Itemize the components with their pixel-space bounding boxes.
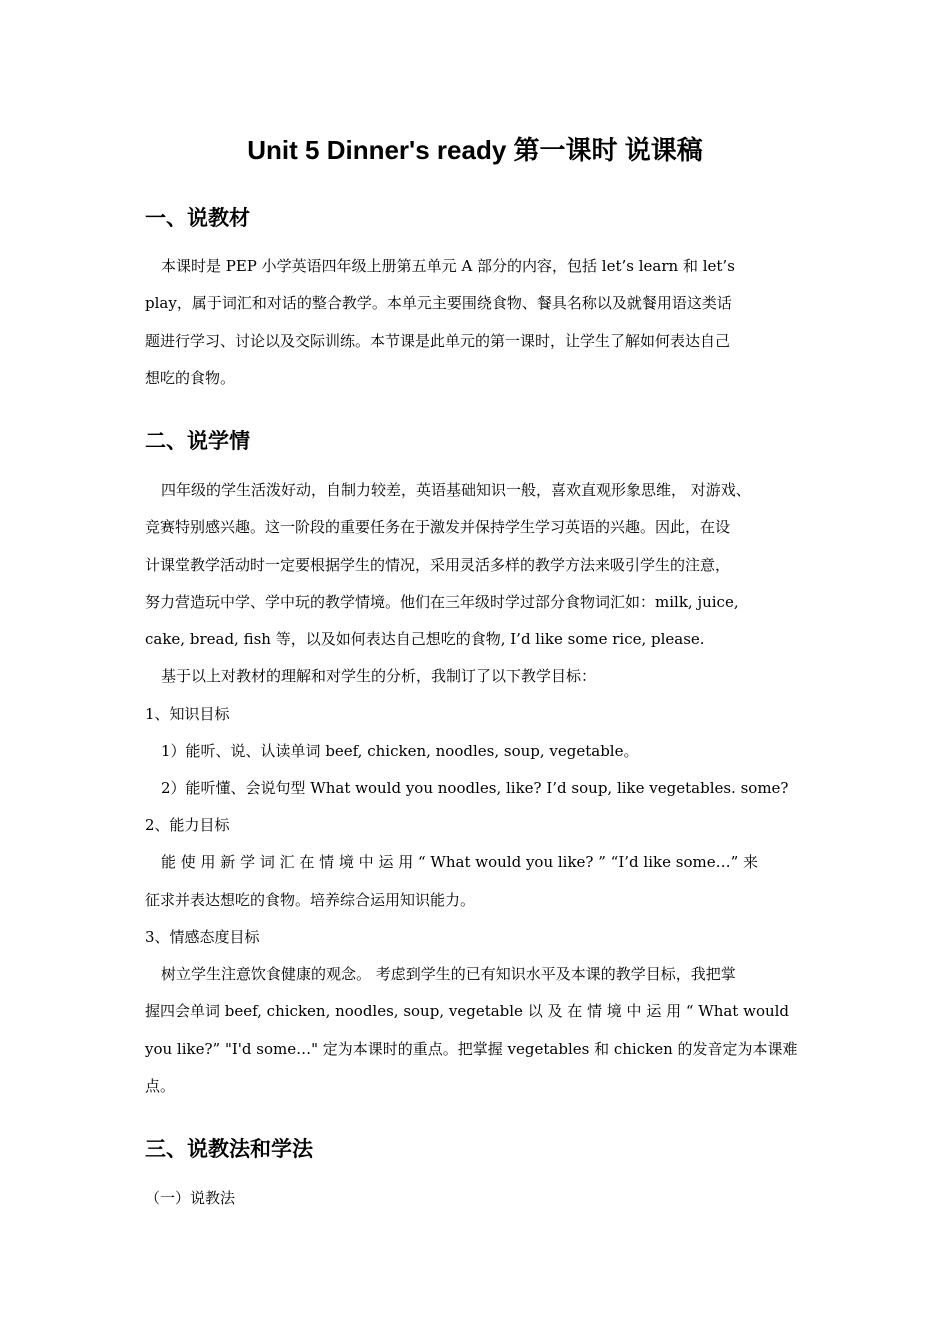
paragraph-line: 努力营造玩中学、学中玩的教学情境。他们在三年级时学过部分食物词汇如：milk, juice,	[145, 593, 739, 611]
paragraph-line: 竞赛特别感兴趣。这一阶段的重要任务在于激发并保持学生学习英语的兴趣。因此，在设	[145, 518, 731, 536]
goal-heading-knowledge: 1、知识目标	[145, 705, 230, 723]
paragraph-line: you like?” "I'd some…" 定为本课时的重点。把掌握 vegetables 和 chicken 的发音定为本课难	[145, 1040, 798, 1058]
paragraph-line: 计课堂教学活动时一定要根据学生的情况，采用灵活多样的教学方法来吸引学生的注意，	[145, 556, 731, 574]
paragraph-line: 想吃的食物。	[145, 369, 236, 387]
goal-item: 1）能听、说、认读单词 beef, chicken, noodles, soup, vegetable。	[161, 742, 639, 760]
paragraph-line: cake, bread, fish 等，以及如何表达自己想吃的食物, I’d like some rice, please.	[145, 630, 705, 648]
section-heading-teaching-material: 一、说教材	[145, 205, 250, 230]
section-heading-methods: 三、说教法和学法	[145, 1136, 313, 1161]
paragraph-line: 基于以上对教材的理解和对学生的分析，我制订了以下教学目标：	[161, 667, 597, 685]
document-title: Unit 5 Dinner's ready 第一课时 说课稿	[247, 135, 703, 165]
paragraph-line: 树立学生注意饮食健康的观念。 考虑到学生的已有知识水平及本课的教学目标，我把掌	[161, 965, 736, 983]
goal-heading-attitude: 3、情感态度目标	[145, 928, 260, 946]
paragraph-line: 征求并表达想吃的食物。培养综合运用知识能力。	[145, 891, 476, 909]
goal-item: 2）能听懂、会说句型 What would you noodles, like? I’d soup, like vegetables. some?	[161, 779, 789, 797]
paragraph-line: 题进行学习、讨论以及交际训练。本节课是此单元的第一课时，让学生了解如何表达自己	[145, 332, 731, 350]
paragraph-line: 能 使 用 新 学 词 汇 在 情 境 中 运 用 “ What would you like? ” “I’d like some…” 来	[161, 853, 759, 871]
paragraph-line: play，属于词汇和对话的整合教学。本单元主要围绕食物、餐具名称以及就餐用语这类话	[145, 294, 732, 312]
goal-heading-ability: 2、能力目标	[145, 816, 230, 834]
paragraph-line: 点。	[145, 1077, 176, 1095]
paragraph-line: 四年级的学生活泼好动，自制力较差，英语基础知识一般，喜欢直观形象思维， 对游戏、	[161, 481, 751, 499]
paragraph-line: 握四会单词 beef, chicken, noodles, soup, vegetable 以 及 在 情 境 中 运 用 “ What would	[145, 1002, 790, 1020]
section-heading-student-analysis: 二、说学情	[145, 428, 250, 453]
subsection-heading-teaching-method: （一）说教法	[145, 1189, 236, 1207]
paragraph-line: 本课时是 PEP 小学英语四年级上册第五单元 A 部分的内容，包括 let’s learn 和 let’s	[161, 257, 735, 275]
